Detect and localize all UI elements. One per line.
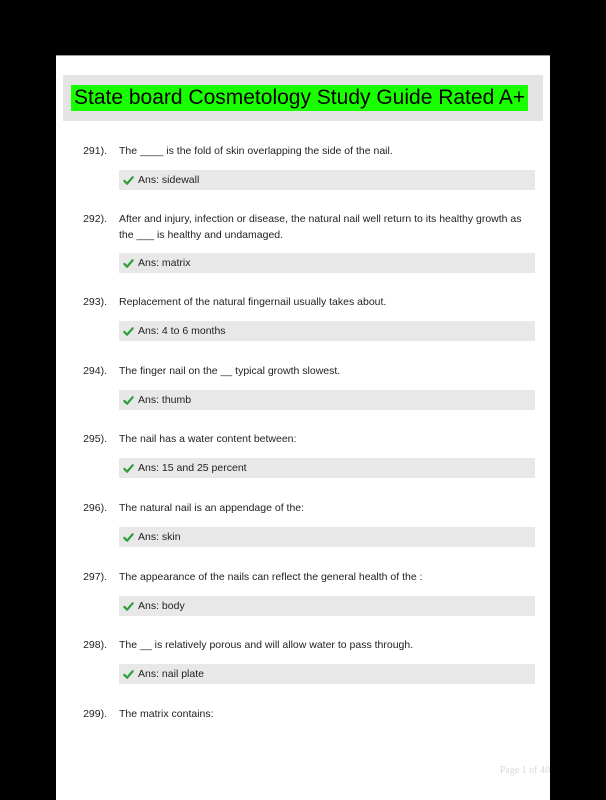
question-number: 298). [83, 639, 107, 651]
question-number: 295). [83, 433, 107, 445]
answer-box [119, 170, 535, 190]
question-text: Replacement of the natural fingernail usually takes about. [119, 296, 387, 308]
question-text: The finger nail on the __ typical growth slowest. [119, 365, 341, 377]
answer-text: Ans: skin [138, 531, 181, 543]
answer-text: Ans: 15 and 25 percent [138, 462, 247, 474]
answer-box [119, 458, 535, 478]
answer-text: Ans: thumb [138, 394, 192, 406]
title-band [63, 75, 543, 121]
answer-text: Ans: matrix [138, 257, 191, 269]
question-text: The appearance of the nails can reflect the general health of the : [119, 571, 423, 583]
answer-text: Ans: sidewall [138, 174, 200, 186]
question-number: 293). [83, 296, 107, 308]
question-text: The nail has a water content between: [119, 433, 297, 445]
answer-box [119, 390, 535, 410]
question-text: The matrix contains: [119, 708, 214, 720]
question-text: The __ is relatively porous and will allow water to pass through. [119, 639, 414, 651]
answer-box [119, 596, 535, 616]
question-number: 299). [83, 708, 107, 720]
answer-box [119, 664, 535, 684]
check-icon [123, 463, 134, 474]
answer-text: Ans: body [138, 600, 185, 612]
check-icon [123, 175, 134, 186]
question-number: 297). [83, 571, 107, 583]
document-page [56, 55, 550, 800]
check-icon [123, 326, 134, 337]
check-icon [123, 258, 134, 269]
question-number: 291). [83, 145, 107, 157]
document-title: State board Cosmetology Study Guide Rated A+ [71, 85, 528, 111]
check-icon [123, 395, 134, 406]
question-text: The natural nail is an appendage of the: [119, 502, 305, 514]
check-icon [123, 532, 134, 543]
check-icon [123, 669, 134, 680]
answer-text: Ans: nail plate [138, 668, 204, 680]
question-text: The ____ is the fold of skin overlapping the side of the nail. [119, 145, 393, 157]
check-icon [123, 601, 134, 612]
page-number: Page 1 of 40 [499, 765, 550, 776]
top-rule [56, 55, 550, 56]
question-number: 294). [83, 365, 107, 377]
answer-box [119, 527, 535, 547]
question-text: After and injury, infection or disease, the natural nail well return to its healthy growth as the ___ is healthy and undamaged. [119, 213, 522, 241]
question-number: 296). [83, 502, 107, 514]
answer-box [119, 253, 535, 273]
answer-box [119, 321, 535, 341]
question-number: 292). [83, 213, 107, 225]
answer-text: Ans: 4 to 6 months [138, 325, 226, 337]
